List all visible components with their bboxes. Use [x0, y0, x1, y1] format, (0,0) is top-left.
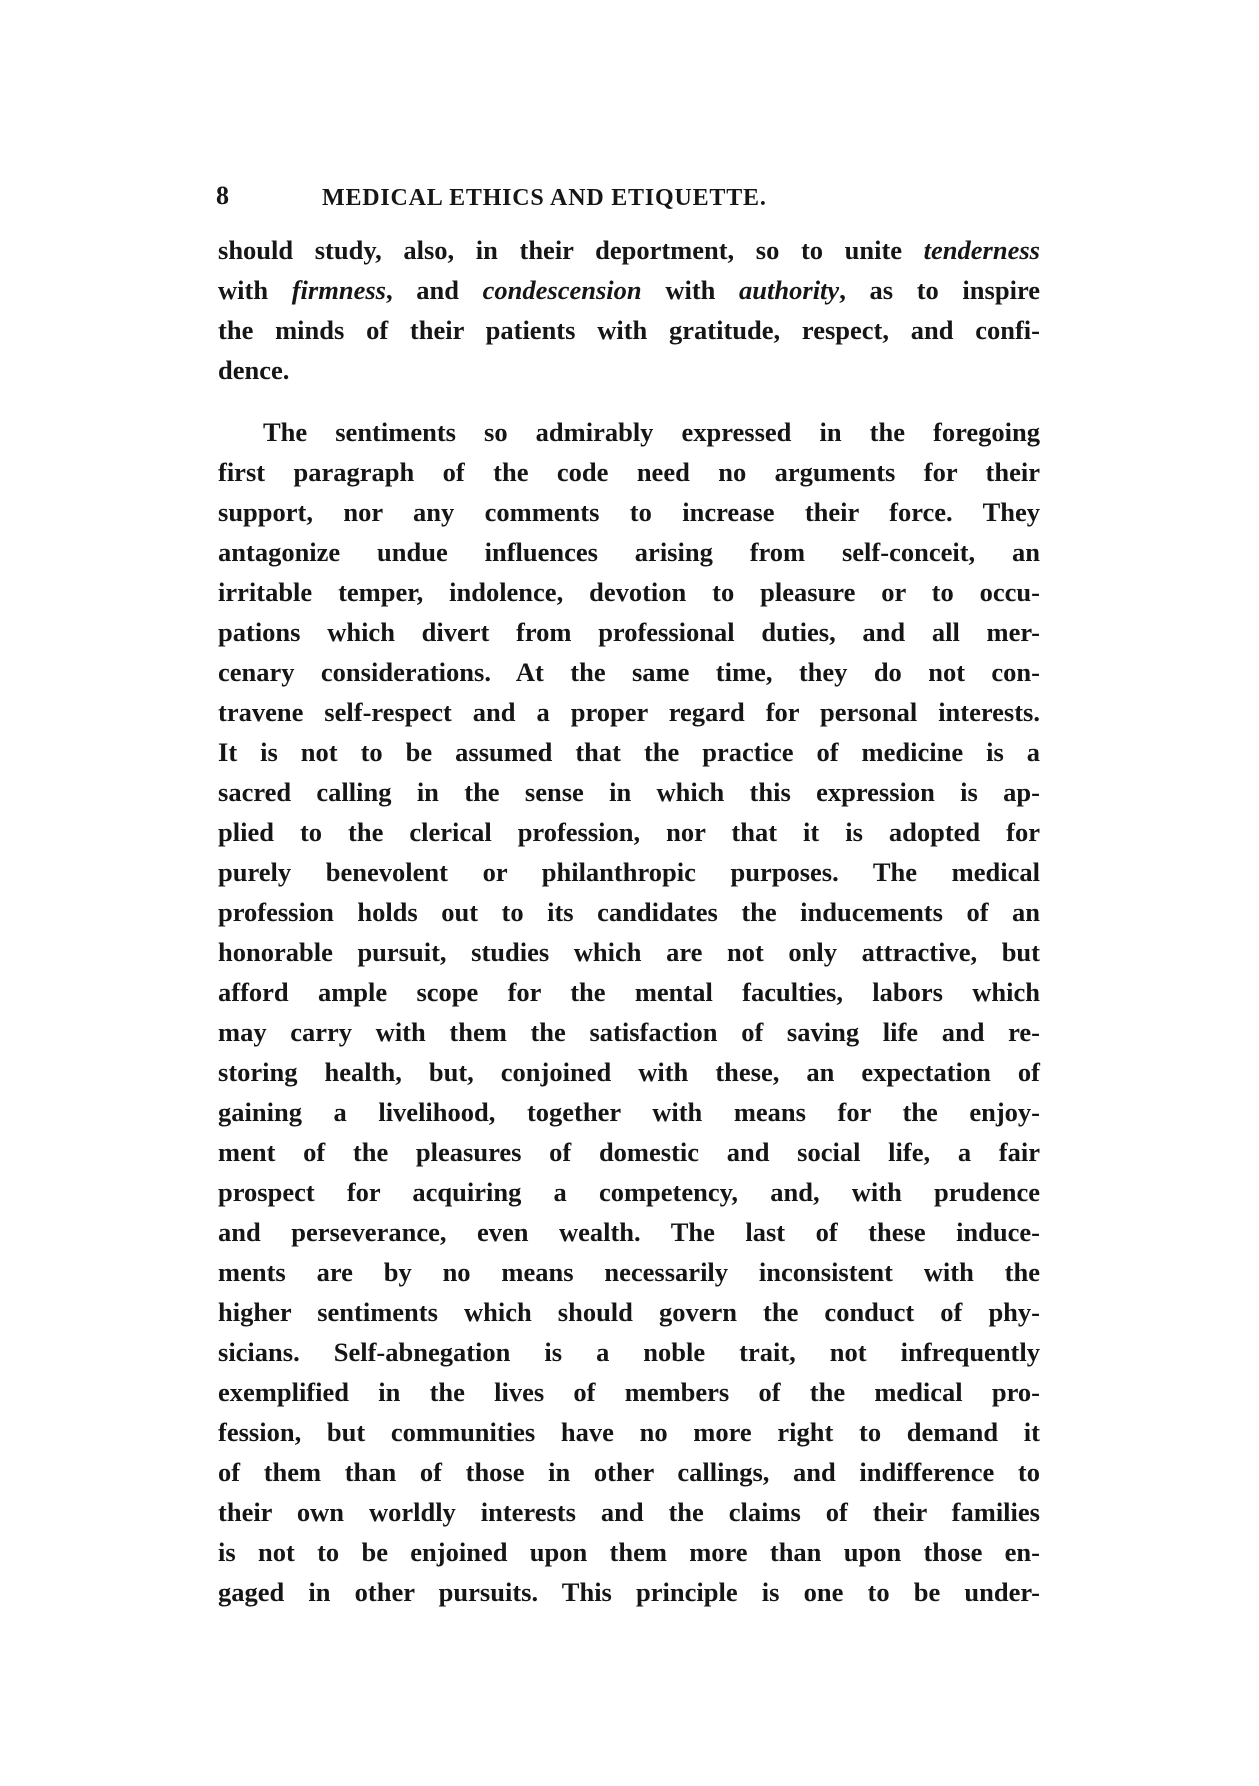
- text-line: plied to the clerical profession, nor that it is adopted for: [218, 817, 1040, 847]
- text-line: purely benevolent or philanthropic purposes. The medical: [218, 857, 1040, 887]
- text-line: and perseverance, even wealth. The last of these induce-: [218, 1217, 1040, 1247]
- text-line: the minds of their patients with gratitude, respect, and confi-: [218, 315, 1040, 345]
- text-line: is not to be enjoined upon them more than upon those en-: [218, 1537, 1040, 1567]
- text-line: sicians. Self-abnegation is a noble trait, not infrequently: [218, 1337, 1040, 1367]
- text-line: It is not to be assumed that the practice of medicine is a: [218, 737, 1040, 767]
- page-number: 8: [216, 181, 229, 210]
- text-line: ment of the pleasures of domestic and social life, a fair: [218, 1137, 1040, 1167]
- text-line: prospect for acquiring a competency, and, with prudence: [218, 1177, 1040, 1207]
- paragraph-1: [218, 230, 1040, 390]
- text-line: storing health, but, conjoined with these, an expectation of: [218, 1057, 1040, 1087]
- text-line: may carry with them the satisfaction of saving life and re-: [218, 1017, 1040, 1047]
- text-line: first paragraph of the code need no arguments for their: [218, 457, 1040, 487]
- text-line: travene self-respect and a proper regard for personal interests.: [218, 697, 1040, 727]
- body-text: [218, 230, 1040, 1612]
- text-line: with firmness, and condescension with authority, as to inspire: [218, 275, 1040, 305]
- text-line: honorable pursuit, studies which are not only attractive, but: [218, 937, 1040, 967]
- text-line: profession holds out to its candidates the inducements of an: [218, 897, 1040, 927]
- text-line: exemplified in the lives of members of the medical pro-: [218, 1377, 1040, 1407]
- text-line: their own worldly interests and the claims of their families: [218, 1497, 1040, 1527]
- italic-word: firmness: [291, 275, 386, 305]
- paragraph-gap: [218, 390, 1040, 412]
- paragraph-2: [218, 412, 1040, 1612]
- italic-word: tenderness: [923, 235, 1040, 265]
- text-line: should study, also, in their deportment, so to unite tenderness: [218, 235, 1040, 265]
- text-line: afford ample scope for the mental faculties, labors which: [218, 977, 1040, 1007]
- text-line: support, nor any comments to increase their force. They: [218, 497, 1040, 527]
- running-title: MEDICAL ETHICS AND ETIQUETTE.: [322, 185, 767, 211]
- text-line: dence.: [218, 355, 290, 385]
- text-line: higher sentiments which should govern the conduct of phy-: [218, 1297, 1040, 1327]
- italic-word: authority: [739, 275, 840, 305]
- text-line: of them than of those in other callings, and indifference to: [218, 1457, 1040, 1487]
- text-line: fession, but communities have no more right to demand it: [218, 1417, 1040, 1447]
- text-line: ments are by no means necessarily inconsistent with the: [218, 1257, 1040, 1287]
- italic-word: condescension: [482, 275, 642, 305]
- text-line: The sentiments so admirably expressed in the foregoing: [263, 417, 1040, 447]
- text-line: pations which divert from professional duties, and all mer-: [218, 617, 1040, 647]
- text-line: sacred calling in the sense in which this expression is ap-: [218, 777, 1040, 807]
- text-line: cenary considerations. At the same time, they do not con-: [218, 657, 1040, 687]
- text-line: irritable temper, indolence, devotion to pleasure or to occu-: [218, 577, 1040, 607]
- text-line: gaining a livelihood, together with means for the enjoy-: [218, 1097, 1040, 1127]
- text-line: antagonize undue influences arising from self-conceit, an: [218, 537, 1040, 567]
- text-line: gaged in other pursuits. This principle is one to be under-: [218, 1577, 1040, 1607]
